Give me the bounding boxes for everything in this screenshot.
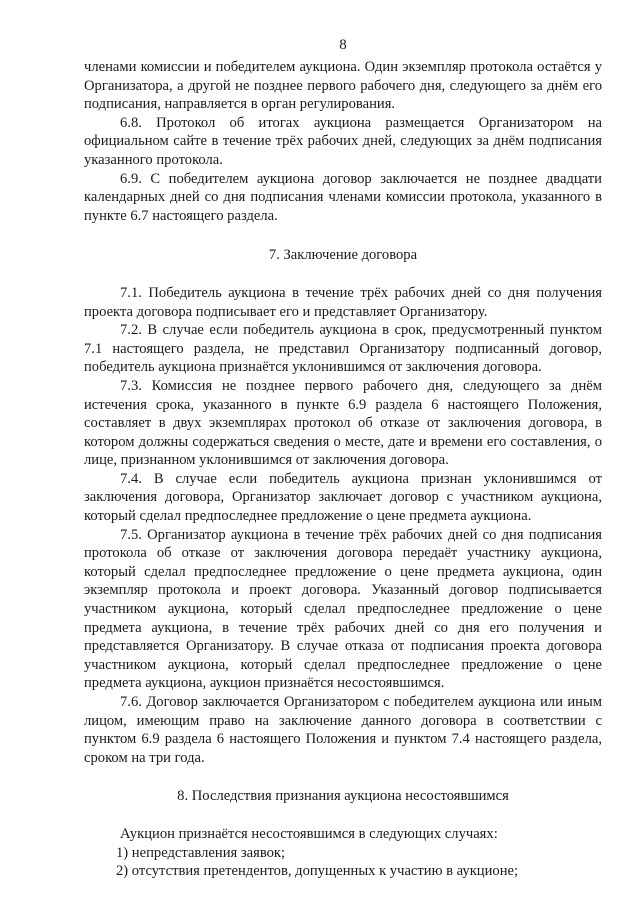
paragraph-7-6: 7.6. Договор заключается Организатором с победителем аукциона или иным лицом, имеющим право на заключение данного договора в соответствии с пунктом 6.9 раздела 6 настоящего Положения и пунктом 7.4 настоящего раздела, сроком на три года. — [84, 694, 602, 766]
paragraph-7-5: 7.5. Организатор аукциона в течение трёх рабочих дней со дня подписания протокола об отказе от заключения договора передаёт участнику аукциона, который сделал предпоследнее предложение о цене предмета аукциона, один экземпляр протокола и проект договора. Указанный договор подписывается участником аукциона, который сделал предпоследнее предложение о цене предмета аукциона, в течение трёх рабочих дней со дня его получения и представляется Организатору. В случае отказа от подписания проекта договора участником аукциона, который сделал предпоследнее предложение о цене предмета аукциона, аукцион признаётся несостоявшимся. — [84, 526, 602, 692]
paragraph-7-3: 7.3. Комиссия не позднее первого рабочего дня, следующего за днём истечения срока, указанного в пункте 6.9 раздела 6 настоящего Положения, составляет в двух экземплярах протокол об отказе от заключения договора, в котором должны содержаться сведения о месте, дате и времени его составления, о лице, признанном уклонившимся от заключения договора. — [84, 377, 602, 469]
paragraph-7-4: 7.4. В случае если победитель аукциона признан уклонившимся от заключения договора, Организатор заключает договор с участником аукциона, который сделал предпоследнее предложение о цене предмета аукциона. — [84, 470, 602, 525]
page-number: 8 — [339, 37, 347, 53]
list-item-2: 2) отсутствия претендентов, допущенных к участию в аукционе; — [116, 863, 519, 880]
paragraph-6-8: 6.8. Протокол об итогах аукциона размещается Организатором на официальном сайте в течение трёх рабочих дней, следующих за днём подписания указанного протокола. — [84, 114, 602, 168]
document-page — [84, 0, 602, 905]
paragraph-continuation: членами комиссии и победителем аукциона. Один экземпляр протокола остаётся у Организатора, а другой не позднее первого рабочего дня, следующего за днём его подписания, направляется в орган регулирования. — [84, 59, 602, 113]
paragraph-7-2: 7.2. В случае если победитель аукциона в срок, предусмотренный пунктом 7.1 настоящего раздела, не представил Организатору подписанный договор, победитель аукциона признаётся уклонившимся от заключения договора. — [84, 322, 602, 376]
page-content — [84, 58, 602, 881]
list-item-1: 1) непредставления заявок; — [116, 844, 286, 861]
section-8-title: 8. Последствия признания аукциона несостоявшимся — [177, 788, 509, 805]
paragraph-7-1: 7.1. Победитель аукциона в течение трёх рабочих дней со дня получения проекта договора подписывает его и представляет Организатору. — [84, 284, 602, 320]
paragraph-6-9: 6.9. С победителем аукциона договор заключается не позднее двадцати календарных дней со дня подписания членами комиссии протокола, указанного в пункте 6.7 настоящего раздела. — [84, 170, 602, 224]
section-8-intro: Аукцион признаётся несостоявшимся в следующих случаях: — [120, 825, 498, 842]
section-7-title: 7. Заключение договора — [268, 247, 418, 264]
